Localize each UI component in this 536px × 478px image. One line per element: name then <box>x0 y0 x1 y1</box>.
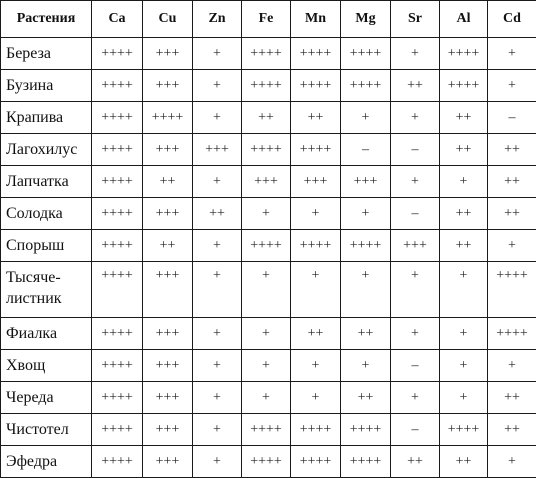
content-level-cell: ++++ <box>488 262 536 318</box>
content-level-cell: + <box>193 414 242 446</box>
content-level-cell: + <box>391 166 440 198</box>
content-level-cell: ++ <box>440 446 488 478</box>
plant-name-text: Лагохилус <box>6 142 91 158</box>
plant-name-cell <box>1 230 92 262</box>
content-level-cell: +++ <box>143 414 193 446</box>
table-row <box>1 70 536 102</box>
content-level-cell: + <box>193 230 242 262</box>
content-level-cell: ++++ <box>92 166 143 198</box>
content-level-cell: + <box>193 70 242 102</box>
plant-name-cell <box>1 102 92 134</box>
column-header-element: Al <box>440 1 488 38</box>
table-row <box>1 230 536 262</box>
content-level-cell: ++++ <box>242 414 291 446</box>
plant-name-cell <box>1 198 92 230</box>
column-header-element: Fe <box>242 1 291 38</box>
content-level-cell: + <box>193 102 242 134</box>
content-level-cell: ++++ <box>488 318 536 350</box>
content-level-cell: +++ <box>193 134 242 166</box>
column-header-element: Ca <box>92 1 143 38</box>
column-header-element: Zn <box>193 1 242 38</box>
content-level-cell: ++++ <box>291 38 341 70</box>
content-level-cell: ++++ <box>341 446 391 478</box>
content-level-cell: ++ <box>488 414 536 446</box>
content-level-cell: + <box>291 350 341 382</box>
table-row <box>1 350 536 382</box>
content-level-cell: ++++ <box>291 446 341 478</box>
content-level-cell: ++++ <box>341 230 391 262</box>
content-level-cell: + <box>440 350 488 382</box>
content-level-cell: +++ <box>143 70 193 102</box>
plant-name-text: Спорыш <box>6 238 91 254</box>
content-level-cell: + <box>193 38 242 70</box>
content-level-cell: ++ <box>391 70 440 102</box>
content-level-cell: ++++ <box>242 230 291 262</box>
content-level-cell: ++ <box>440 134 488 166</box>
column-header-element: Cu <box>143 1 193 38</box>
content-level-cell: ++ <box>488 198 536 230</box>
content-level-cell: + <box>440 166 488 198</box>
content-level-cell: +++ <box>143 446 193 478</box>
plant-name-cell <box>1 134 92 166</box>
plant-name-cell <box>1 382 92 414</box>
plant-name-cell <box>1 350 92 382</box>
content-level-cell: + <box>242 350 291 382</box>
content-level-cell: – <box>391 134 440 166</box>
content-level-cell: +++ <box>143 198 193 230</box>
content-level-cell: + <box>488 350 536 382</box>
content-level-cell: ++++ <box>242 134 291 166</box>
content-level-cell: ++++ <box>92 38 143 70</box>
content-level-cell: +++ <box>291 166 341 198</box>
content-level-cell: ++ <box>242 102 291 134</box>
content-level-cell: + <box>488 446 536 478</box>
content-level-cell: ++++ <box>440 38 488 70</box>
content-level-cell: + <box>488 230 536 262</box>
content-level-cell: ++ <box>143 230 193 262</box>
content-level-cell: ++++ <box>92 134 143 166</box>
content-level-cell: ++ <box>291 102 341 134</box>
content-level-cell: ++++ <box>92 262 143 318</box>
content-level-cell: +++ <box>242 166 291 198</box>
content-level-cell: ++++ <box>92 198 143 230</box>
plant-name-cell <box>1 38 92 70</box>
content-level-cell: ++ <box>193 198 242 230</box>
table-row <box>1 198 536 230</box>
content-level-cell: ++++ <box>92 102 143 134</box>
table-row <box>1 134 536 166</box>
content-level-cell: + <box>193 262 242 318</box>
content-level-cell: – <box>341 134 391 166</box>
content-level-cell: ++ <box>440 102 488 134</box>
content-level-cell: + <box>391 382 440 414</box>
content-level-cell: + <box>193 350 242 382</box>
header-row <box>1 1 536 38</box>
table-row <box>1 318 536 350</box>
content-level-cell: ++++ <box>242 70 291 102</box>
content-level-cell: +++ <box>143 134 193 166</box>
plant-name-text: Фиалка <box>6 326 91 342</box>
plant-name-cell <box>1 262 92 318</box>
content-level-cell: ++++ <box>92 446 143 478</box>
column-header-element: Mg <box>341 1 391 38</box>
content-level-cell: ++++ <box>440 70 488 102</box>
content-level-cell: +++ <box>143 382 193 414</box>
content-level-cell: + <box>341 198 391 230</box>
content-level-cell: + <box>341 102 391 134</box>
content-level-cell: + <box>440 262 488 318</box>
content-level-cell: + <box>242 318 291 350</box>
content-level-cell: – <box>391 198 440 230</box>
content-level-cell: + <box>391 102 440 134</box>
content-level-cell: + <box>391 38 440 70</box>
content-level-cell: ++ <box>488 134 536 166</box>
content-level-cell: + <box>193 446 242 478</box>
content-level-cell: ++++ <box>92 350 143 382</box>
content-level-cell: + <box>242 198 291 230</box>
table-row <box>1 102 536 134</box>
content-level-cell: + <box>488 38 536 70</box>
plant-name-text: Череда <box>6 390 91 406</box>
content-level-cell: ++++ <box>242 38 291 70</box>
content-level-cell: + <box>242 382 291 414</box>
content-level-cell: ++++ <box>92 382 143 414</box>
content-level-cell: ++++ <box>341 70 391 102</box>
table-body <box>1 38 536 478</box>
content-level-cell: + <box>341 350 391 382</box>
content-level-cell: +++ <box>143 350 193 382</box>
table-row <box>1 414 536 446</box>
content-level-cell: + <box>291 262 341 318</box>
plant-name-text: Тысяче- <box>6 267 91 288</box>
content-level-cell: ++ <box>291 318 341 350</box>
content-level-cell: +++ <box>341 166 391 198</box>
content-level-cell: + <box>440 382 488 414</box>
column-header-element: Sr <box>391 1 440 38</box>
content-level-cell: ++++ <box>291 134 341 166</box>
plant-name-text: Солодка <box>6 206 91 222</box>
table-row <box>1 166 536 198</box>
content-level-cell: +++ <box>391 230 440 262</box>
content-level-cell: + <box>242 262 291 318</box>
content-level-cell: + <box>488 70 536 102</box>
plant-name-text: Бузина <box>6 78 91 94</box>
content-level-cell: ++++ <box>242 446 291 478</box>
content-level-cell: + <box>440 318 488 350</box>
content-level-cell: ++++ <box>291 230 341 262</box>
content-level-cell: +++ <box>143 262 193 318</box>
content-level-cell: ++ <box>488 382 536 414</box>
content-level-cell: +++ <box>143 38 193 70</box>
content-level-cell: – <box>391 414 440 446</box>
content-level-cell: ++ <box>440 198 488 230</box>
table-header <box>1 1 536 38</box>
column-header-element: Mn <box>291 1 341 38</box>
column-header-plant: Растения <box>1 1 92 38</box>
content-level-cell: – <box>488 102 536 134</box>
content-level-cell: +++ <box>143 318 193 350</box>
table-row <box>1 446 536 478</box>
content-level-cell: + <box>341 262 391 318</box>
content-level-cell: ++ <box>143 166 193 198</box>
plant-name-text: Лапчатка <box>6 174 91 190</box>
content-level-cell: ++++ <box>92 414 143 446</box>
plant-name-cell <box>1 414 92 446</box>
content-level-cell: ++++ <box>143 102 193 134</box>
content-level-cell: + <box>391 262 440 318</box>
plant-name-cell <box>1 446 92 478</box>
table-row <box>1 262 536 318</box>
content-level-cell: ++ <box>440 230 488 262</box>
plant-name-cell <box>1 70 92 102</box>
content-level-cell: ++++ <box>291 414 341 446</box>
content-level-cell: ++ <box>341 318 391 350</box>
content-level-cell: + <box>291 198 341 230</box>
plant-name-cell <box>1 318 92 350</box>
content-level-cell: ++ <box>341 382 391 414</box>
plant-name-text: Чистотел <box>6 422 91 438</box>
content-level-cell: ++++ <box>291 70 341 102</box>
plant-name-text: Эфедра <box>6 454 91 470</box>
plant-name-cell <box>1 166 92 198</box>
plant-name-text: Хвощ <box>6 358 91 374</box>
plant-name-text: листник <box>6 288 91 309</box>
content-level-cell: + <box>193 382 242 414</box>
column-header-element: Cd <box>488 1 536 38</box>
plant-name-text: Крапива <box>6 110 91 126</box>
content-level-cell: + <box>193 166 242 198</box>
content-level-cell: ++ <box>488 166 536 198</box>
content-level-cell: – <box>391 350 440 382</box>
content-level-cell: + <box>193 318 242 350</box>
content-level-cell: ++++ <box>92 318 143 350</box>
content-level-cell: ++++ <box>92 230 143 262</box>
table-row <box>1 38 536 70</box>
content-level-cell: ++++ <box>440 414 488 446</box>
content-level-cell: ++ <box>391 446 440 478</box>
plant-name-text: Береза <box>6 46 91 62</box>
content-level-cell: ++++ <box>341 38 391 70</box>
content-level-cell: + <box>291 382 341 414</box>
content-level-cell: ++++ <box>341 414 391 446</box>
content-level-cell: ++++ <box>92 70 143 102</box>
content-level-cell: + <box>391 318 440 350</box>
table-row <box>1 382 536 414</box>
